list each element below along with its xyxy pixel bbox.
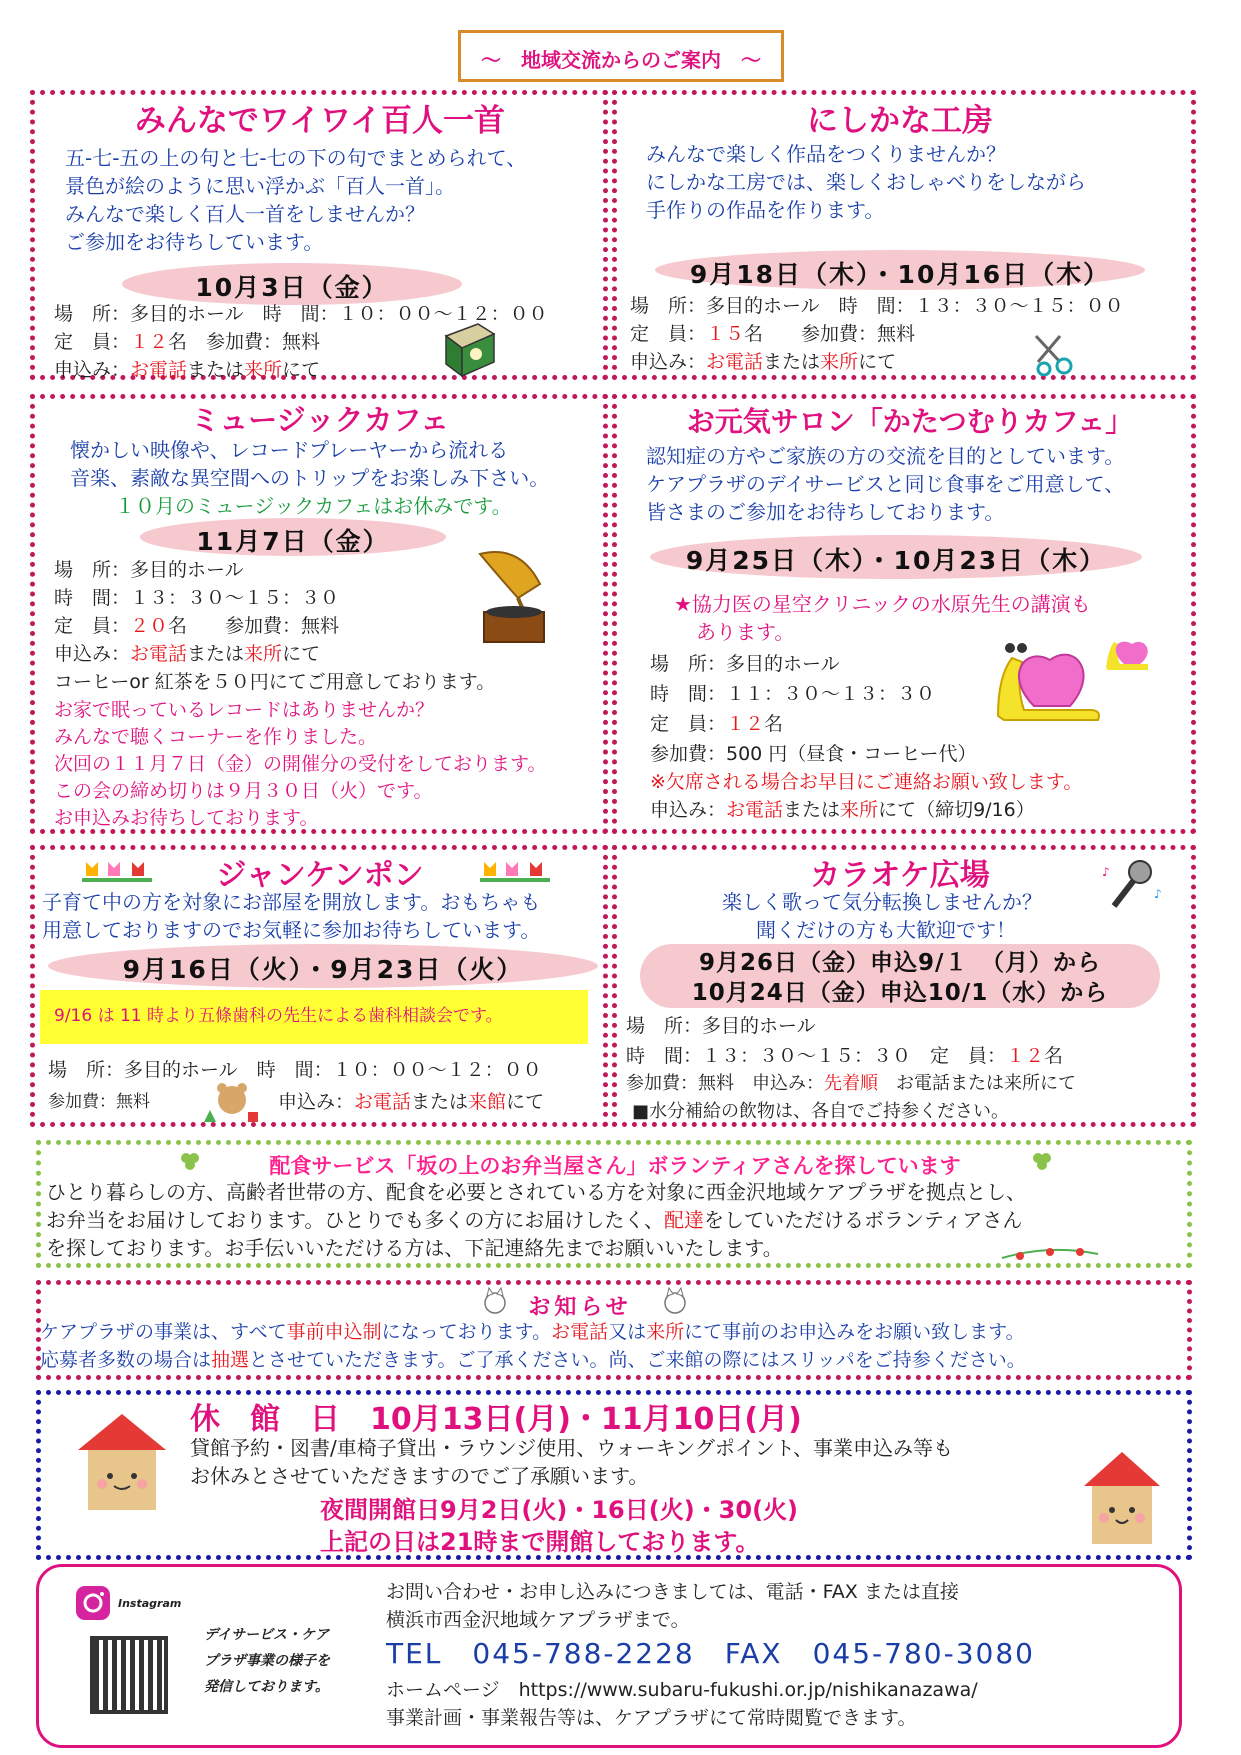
hyakunin-place: 場 所：多目的ホール 時 間：１０：００～１２：００	[54, 303, 548, 325]
tulips-left-icon	[82, 856, 156, 886]
katatsumuri-cap-unit: 名	[764, 713, 784, 735]
hyakunin-desc-3: みんなで楽しく百人一首をしませんか？	[65, 202, 425, 226]
bear-toys-icon	[200, 1078, 262, 1124]
notice-l2c: とさせていただきます。ご了承ください。尚、ご来館の際にはスリッパをご持参ください。	[249, 1349, 1026, 1371]
hyakunin-apply	[54, 356, 320, 384]
music-desc-1: 懐かしい映像や、レコードプレーヤーから流れる	[70, 438, 509, 462]
katatsumuri-desc-3: 皆さまのご参加をお待ちしております。	[646, 500, 1005, 524]
svg-text:♪: ♪	[1102, 865, 1110, 879]
notice-line-2	[40, 1346, 1026, 1374]
bento-title: 配食サービス「坂の上のお弁当屋さん」ボランティアさんを探しています	[269, 1154, 961, 1178]
katatsumuri-apply-mid: または	[783, 799, 841, 821]
music-apply-prefix: 申込み：	[54, 643, 131, 665]
house-right-icon	[1080, 1448, 1164, 1548]
notice-line-1	[40, 1318, 1025, 1346]
karaoke-cap-value: １２	[1006, 1045, 1045, 1067]
music-place: 場 所：多目的ホール	[54, 559, 244, 581]
karaoke-date-2: 10月24日（金）申込10/1（水）から	[691, 980, 1109, 1006]
footer-line-2: 横浜市西金沢地域ケアプラザまで。	[386, 1609, 690, 1631]
karaoke-desc-1: 楽しく歌って気分転換しませんか？	[722, 890, 1042, 914]
bento-line-2a: お弁当をお届けしております。ひとりでも多くの方にお届けしたく、	[46, 1208, 664, 1232]
hyakunin-cap-label: 定 員：	[54, 331, 131, 353]
karaoke-fee-label: 参加費：無料 申込み：	[626, 1073, 824, 1094]
notice-l2b: 抽選	[211, 1349, 250, 1371]
vine-icon	[1000, 1240, 1100, 1264]
katatsumuri-cancel: ※欠席される場合お早目にご連絡お願い致します。	[650, 771, 1083, 793]
qr-code[interactable]	[90, 1636, 168, 1714]
notice-l1d: お電話	[551, 1321, 609, 1343]
janken-apply	[278, 1088, 544, 1116]
hyakunin-desc-2: 景色が絵のように思い浮かぶ「百人一首」。	[65, 174, 455, 198]
katatsumuri-desc-1: 認知症の方やご家族の方の交流を目的としています。	[646, 444, 1125, 468]
karaoke-water: ■水分補給の飲物は、各自でご持参ください。	[632, 1101, 1010, 1122]
instagram-icon[interactable]	[74, 1584, 112, 1622]
header-banner	[458, 30, 784, 82]
katatsumuri-fee: 参加費：500 円（昼食・コーヒー代）	[650, 743, 977, 765]
janken-place: 場 所：多目的ホール 時 間：１０：００～１２：００	[48, 1059, 542, 1081]
janken-dental: 9/16 は 11 時より五條歯科の先生による歯科相談会です。	[54, 1006, 503, 1026]
small-snail-icon	[1104, 634, 1154, 674]
closed-line-1: 貸館予約・図書/車椅子貸出・ラウンジ使用、ウォーキングポイント、事業申込み等も	[190, 1436, 954, 1460]
notice-l1g: にて事前のお申込みをお願い致します。	[684, 1321, 1025, 1343]
katatsumuri-apply-phone: お電話	[726, 799, 784, 821]
nishikana-apply-prefix: 申込み：	[630, 351, 707, 373]
karaoke-time-label: 時 間：１３：３０～１５：３０ 定 員：	[626, 1045, 1007, 1067]
nishikana-desc-3: 手作りの作品を作ります。	[646, 198, 885, 222]
notice-l2a: 応募者多数の場合は	[40, 1349, 212, 1371]
notice-l1c: になっております。	[381, 1321, 552, 1343]
cat-left-icon	[480, 1286, 510, 1316]
janken-date: 9月16日（火）・9月23日（火）	[122, 955, 524, 984]
sns-note-2: プラザ事業の様子を	[204, 1653, 330, 1669]
katatsumuri-apply-suffix: にて（締切9/16）	[878, 799, 1035, 821]
music-apply-visit: 来所	[244, 643, 283, 665]
karaoke-cap-unit: 名	[1044, 1045, 1064, 1067]
janken-apply-phone: お電話	[354, 1091, 412, 1113]
katatsumuri-lecture-2: あります。	[696, 620, 795, 644]
katatsumuri-place: 場 所：多目的ホール	[650, 653, 840, 675]
notice-l1f: 来所	[646, 1321, 685, 1343]
closed-line-2: お休みとさせていただきますのでご了承願います。	[190, 1464, 649, 1488]
karuta-box-icon	[438, 318, 498, 378]
bento-line-2	[46, 1206, 1022, 1234]
snail-icon	[994, 636, 1104, 726]
janken-desc-2: 用意しておりますのでお気軽に参加お待ちしています。	[42, 918, 541, 942]
hyakunin-cap-value: １２	[130, 331, 169, 353]
katatsumuri-time: 時 間：１１：３０～１３：３０	[650, 683, 936, 705]
nishikana-apply	[630, 348, 896, 376]
hyakunin-desc-4: ご参加をお待ちしています。	[65, 230, 324, 254]
nishikana-desc-2: にしかな工房では、楽しくおしゃべりをしながら	[646, 170, 1086, 194]
music-desc-2: 音楽、素敵な異空間へのトリップをお楽しみ下さい。	[70, 466, 550, 490]
bento-line-2c: をしていただけるボランティアさん	[704, 1208, 1023, 1232]
katatsumuri-title: お元気サロン「かたつむりカフェ」	[686, 405, 1134, 438]
footer-line-1: お問い合わせ・お申し込みにつきましては、電話・FAX または直接	[386, 1581, 959, 1603]
notice-l1b: 事前申込制	[286, 1321, 382, 1343]
hyakunin-apply-visit: 来所	[244, 359, 283, 381]
cat-right-icon	[660, 1286, 690, 1316]
nishikana-place: 場 所：多目的ホール 時 間：１３：３０～１５：００	[630, 295, 1124, 317]
bento-line-1: ひとり暮らしの方、高齢者世帯の方、配食を必要とされている方を対象に西金沢地域ケアプラザを拠点とし、	[46, 1180, 1026, 1204]
instagram-label: Instagram	[118, 1597, 182, 1610]
music-drink: コーヒーor 紅茶を５０円にてご用意しております。	[54, 671, 496, 693]
hyakunin-title: みんなでワイワイ百人一首	[134, 103, 506, 139]
karaoke-fee-first: 先着順	[824, 1073, 878, 1094]
music-extra-3: 次回の１１月７日（金）の開催分の受付をしております。	[54, 753, 547, 775]
svg-text:♪: ♪	[1154, 887, 1162, 901]
janken-apply-prefix: 申込み：	[278, 1091, 355, 1113]
nishikana-desc-1: みんなで楽しく作品をつくりませんか？	[646, 142, 1006, 166]
katatsumuri-capacity	[650, 710, 783, 738]
karaoke-place: 場 所：多目的ホール	[626, 1015, 816, 1037]
karaoke-date-1: 9月26日（金）申込9/１ （月）から	[699, 950, 1101, 976]
clover-right-icon	[1030, 1150, 1054, 1174]
hyakunin-apply-mid: または	[187, 359, 245, 381]
music-extra-5: お申込みお待ちしております。	[54, 807, 319, 829]
house-left-icon	[74, 1410, 170, 1514]
music-extra-4: この会の締め切りは９月３０日（火）です。	[54, 780, 433, 802]
janken-apply-mid: または	[411, 1091, 469, 1113]
footer-homepage[interactable]: ホームページ https://www.subaru-fukushi.or.jp/nishikanazawa/	[386, 1679, 978, 1701]
music-apply-suffix: にて	[282, 643, 321, 665]
bento-line-2b: 配達	[664, 1208, 704, 1232]
gramophone-icon	[466, 548, 554, 648]
notice-l1e: 又は	[608, 1321, 647, 1343]
music-time: 時 間：１３：３０～１５：３０	[54, 587, 340, 609]
hyakunin-cap-unit: 名 参加費：無料	[168, 331, 321, 353]
hyakunin-apply-suffix: にて	[282, 359, 321, 381]
music-apply	[54, 640, 320, 668]
katatsumuri-cap-value: １２	[726, 713, 765, 735]
nishikana-cap-label: 定 員：	[630, 323, 707, 345]
music-apply-phone: お電話	[130, 643, 188, 665]
clover-left-icon	[178, 1150, 202, 1174]
janken-title: ジャンケンポン	[216, 858, 424, 893]
tulips-right-icon	[480, 856, 554, 886]
music-apply-mid: または	[187, 643, 245, 665]
closed-night-2: 上記の日は21時まで開館しております。	[320, 1528, 760, 1556]
nishikana-apply-visit: 来所	[820, 351, 859, 373]
janken-desc-1: 子育て中の方を対象にお部屋を開放します。おもちゃも	[42, 890, 541, 914]
music-title: ミュージックカフェ	[190, 403, 450, 437]
music-capacity	[54, 612, 339, 640]
hyakunin-capacity	[54, 328, 320, 356]
karaoke-desc-2: 聞くだけの方も大歓迎です！	[756, 918, 1016, 942]
katatsumuri-cap-label: 定 員：	[650, 713, 727, 735]
sns-note-1: デイサービス・ケア	[204, 1627, 330, 1643]
music-date: 11月7日（金）	[196, 527, 390, 556]
janken-apply-visit: 来館	[468, 1091, 507, 1113]
karaoke-time	[626, 1042, 1063, 1070]
microphone-icon	[1100, 858, 1162, 914]
katatsumuri-apply-prefix: 申込み：	[650, 799, 727, 821]
katatsumuri-desc-2: ケアプラザのデイサービスと同じ食事をご用意して、	[646, 472, 1125, 496]
katatsumuri-lecture-1: ★協力医の星空クリニックの水原先生の講演も	[674, 592, 1091, 616]
nishikana-apply-phone: お電話	[706, 351, 764, 373]
hyakunin-desc-1: 五-七-五の上の句と七-七の下の句でまとめられて、	[65, 146, 527, 170]
music-cap-unit: 名 参加費：無料	[168, 615, 340, 637]
footer-tel-fax: TEL 045-788-2228 FAX 045-780-3080	[386, 1637, 1035, 1670]
katatsumuri-date: 9月25日（木）・10月23日（木）	[685, 546, 1107, 575]
sns-note-3: 発信しております。	[204, 1679, 329, 1695]
katatsumuri-apply	[650, 796, 1035, 824]
notice-title: お知らせ	[528, 1295, 632, 1320]
music-cap-label: 定 員：	[54, 615, 131, 637]
notice-l1a: ケアプラザの事業は、すべて	[40, 1321, 287, 1343]
nishikana-cap-unit: 名 参加費：無料	[744, 323, 916, 345]
karaoke-title: カラオケ広場	[810, 858, 990, 893]
nishikana-date: 9月18日（木）・10月16日（木）	[689, 260, 1111, 289]
katatsumuri-apply-visit: 来所	[840, 799, 879, 821]
music-extra-1: お家で眠っているレコードはありませんか？	[54, 699, 435, 721]
hyakunin-apply-prefix: 申込み：	[54, 359, 131, 381]
hyakunin-date: 10月3日（金）	[195, 273, 389, 302]
janken-apply-suffix: にて	[506, 1091, 545, 1113]
closed-title: 休 館 日 10月13日(月)・11月10日(月)	[190, 1402, 802, 1437]
header-text: ～ 地域交流からのご案内 ～	[481, 48, 761, 72]
footer-line-5: 事業計画・事業報告等は、ケアプラザにて常時閲覧できます。	[386, 1707, 917, 1729]
hyakunin-apply-phone: お電話	[130, 359, 188, 381]
music-extra-2: みんなで聴くコーナーを作りました。	[54, 726, 378, 748]
karaoke-fee-tail: お電話または来所にて	[878, 1073, 1076, 1094]
nishikana-cap-value: １５	[706, 323, 745, 345]
music-cap-value: ２０	[130, 615, 169, 637]
karaoke-fee	[626, 1070, 1076, 1098]
bento-line-3: を探しております。お手伝いいただける方は、下記連絡先までお願いいたします。	[46, 1236, 783, 1260]
nishikana-title: にしかな工房	[807, 103, 993, 139]
scissors-icon	[1030, 332, 1078, 376]
janken-fee: 参加費：無料	[48, 1092, 150, 1112]
nishikana-capacity	[630, 320, 915, 348]
nishikana-apply-suffix: にて	[858, 351, 897, 373]
closed-night: 夜間開館日9月2日(火)・16日(火)・30(火)	[320, 1496, 799, 1524]
music-notice: １０月のミュージックカフェはお休みです。	[115, 494, 512, 518]
nishikana-apply-mid: または	[763, 351, 821, 373]
